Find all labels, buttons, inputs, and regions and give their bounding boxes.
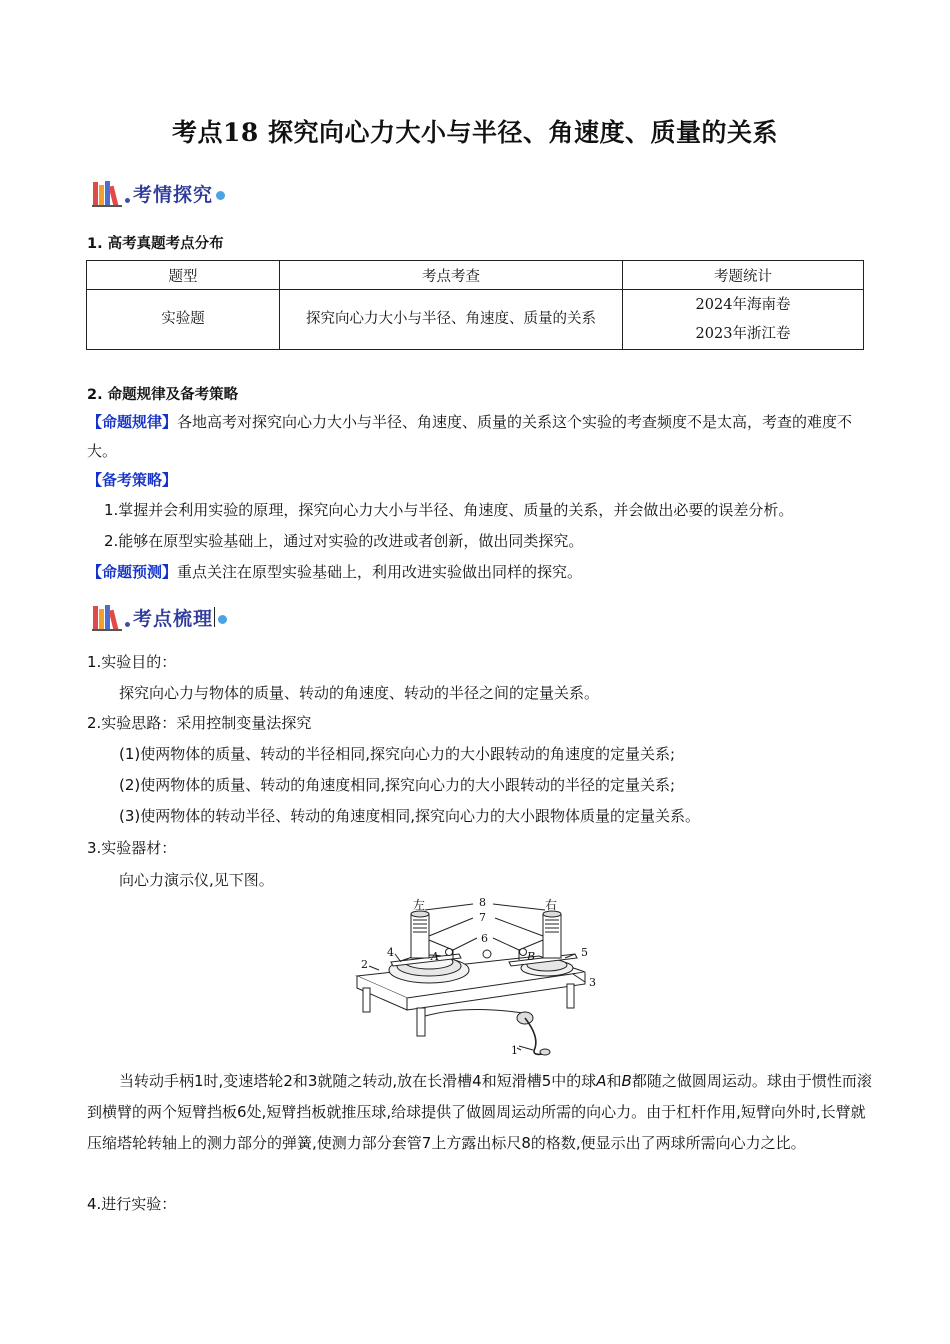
strategy-item: 2.能够在原型实验基础上，通过对实验的改进或者创新，做出同类探究。 [104,532,584,550]
stat-item: 2024年海南卷 [695,296,791,313]
description-text: 和 [606,1072,622,1090]
description-text: 当转动手柄1时,变速塔轮2和3就随之转动,放在长滑槽4和短滑槽5中的球 [119,1072,597,1090]
figure-labels [349,896,601,1060]
figure-label-left: 左 [413,898,426,912]
section-banner-key-points [92,601,227,633]
section-heading-rules: 2. 命题规律及备考策略 [87,387,239,403]
banner-dot [125,622,130,627]
table-cell-topic: 探究向心力大小与半径、角速度、质量的关系 [280,290,623,350]
figure-label-1: 1 [511,1044,518,1057]
figure-label-2: 2 [361,958,368,971]
section-heading-distribution: 1. 高考真题考点分布 [87,236,224,252]
rule-text: 各地高考对探究向心力大小与半径、角速度、质量的关系这个实验的考查频度不是太高，考查的难度不大。 [87,413,853,460]
apparatus-description [87,1066,877,1159]
table-header-cell: 考题统计 [623,261,864,290]
equipment-text: 向心力演示仪,见下图。 [119,871,274,889]
figure-label-b: B [527,950,536,963]
banner-dot [125,198,130,203]
strategy-tag: 【备考策略】 [87,471,178,489]
experiment-heading: 4.进行实验： [87,1195,177,1213]
figure-label-8: 8 [479,896,486,909]
figure-label-7: 7 [479,911,486,924]
table-header-cell: 题型 [87,261,280,290]
stat-item: 2023年浙江卷 [695,325,791,342]
text-cursor [214,607,215,627]
page-title: 考点18 探究向心力大小与半径、角速度、质量的关系 [172,118,778,147]
table-row [87,290,864,350]
forecast-text: 重点关注在原型实验基础上，利用改进实验做出同样的探究。 [177,563,583,581]
books-icon [92,179,122,207]
figure-label-4: 4 [387,946,394,959]
strategy-item: 1.掌握并会利用实验的原理，探究向心力大小与半径、角速度、质量的关系，并会做出必要的误差分析。 [104,501,794,519]
rule-tag: 【命题规律】 [87,413,178,431]
banner-label: 考点梳理 [133,607,214,630]
idea-heading: 2.实验思路：采用控制变量法探究 [87,714,312,732]
exam-distribution-table [86,260,864,350]
forecast-paragraph [87,558,867,587]
figure-label-a: A [431,950,439,963]
section-banner-exam-analysis [92,177,225,209]
figure-label-right: 右 [545,898,558,912]
rule-paragraph [87,408,867,466]
ball-b-label: B [621,1072,632,1090]
idea-item: (2)使两物体的质量、转动的角速度相同,探究向心力的大小跟转动的半径的定量关系; [119,776,676,794]
table-header-row [87,261,864,290]
figure-label-3: 3 [589,976,596,989]
forecast-tag: 【命题预测】 [87,563,178,581]
banner-label: 考情探究 [133,183,214,206]
banner-dot-accent [218,615,227,624]
table-header-cell: 考点考查 [280,261,623,290]
ball-a-label: A [596,1072,607,1090]
table-cell-type: 实验题 [87,290,280,350]
idea-item: (1)使两物体的质量、转动的半径相同,探究向心力的大小跟转动的角速度的定量关系; [119,745,676,763]
figure-label-6: 6 [481,932,488,945]
equipment-heading: 3.实验器材： [87,839,177,857]
description-text: 都随之做圆周运动。球由于惯性而滚到横臂的两个短臂挡板6处,短臂挡板就推压球,给球提供了做圆周运动所需的向心力。由于杠杆作用,短臂向外时,长臂就压缩塔轮转轴上的测力部分的弹簧,使测力部分套管7上方露出标尺8的格数,便显示出了两球所需向心力之比。 [87,1072,872,1152]
purpose-text: 探究向心力与物体的质量、转动的角速度、转动的半径之间的定量关系。 [119,684,600,702]
banner-dot-accent [216,191,225,200]
figure-label-5: 5 [581,946,588,959]
strategy-tag-line [87,466,867,495]
idea-item: (3)使两物体的转动半径、转动的角速度相同,探究向心力的大小跟物体质量的定量关系。 [119,807,701,825]
books-icon [92,603,122,631]
table-cell-stats [623,290,864,350]
purpose-heading: 1.实验目的： [87,653,177,671]
